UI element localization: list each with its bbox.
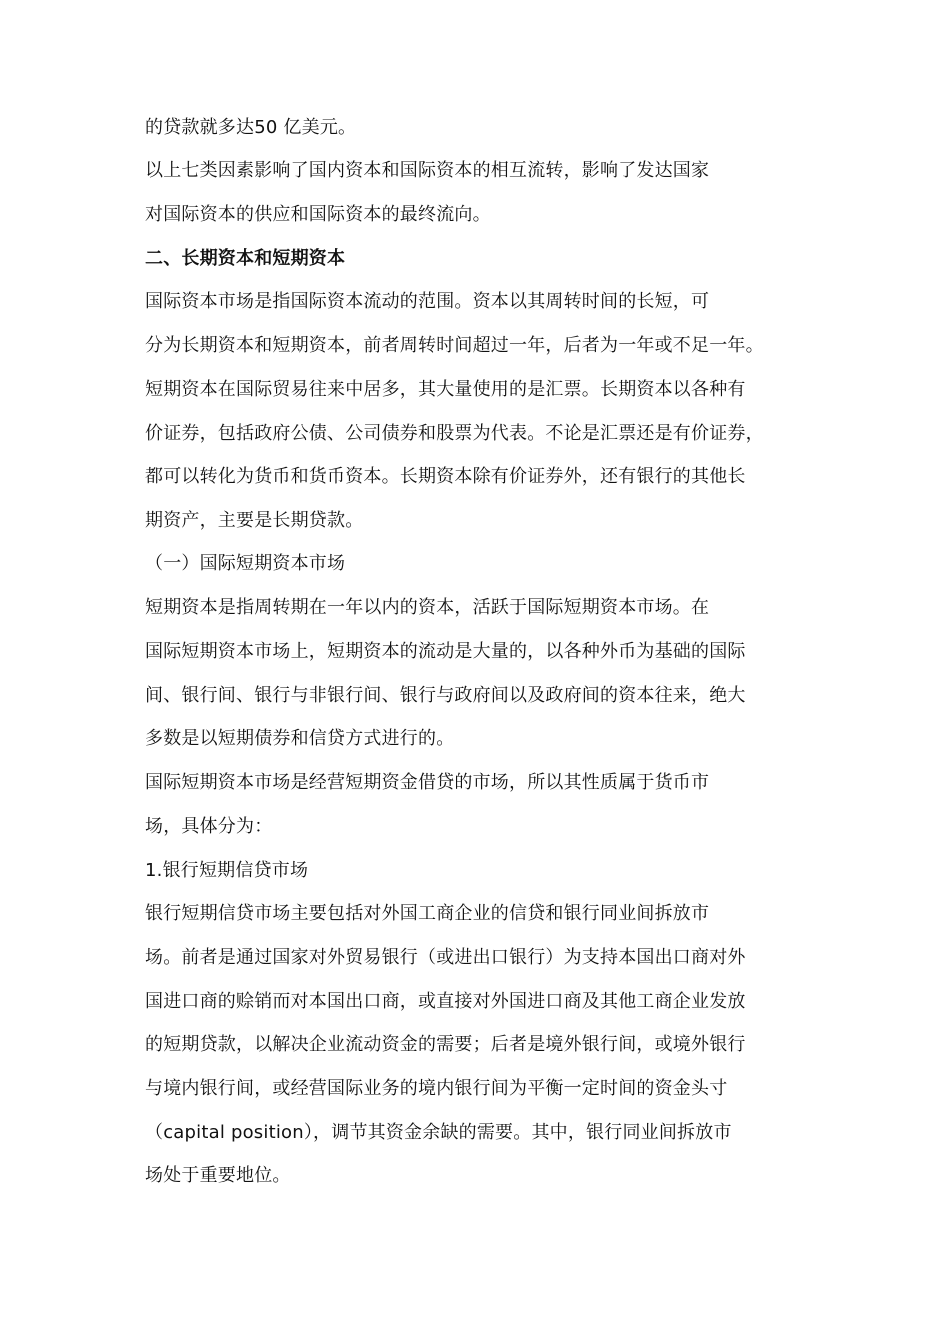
- paragraph-line: 国际资本市场是指国际资本流动的范围。资本以其周转时间的长短，可: [145, 291, 710, 312]
- paragraph-line: 国进口商的赊销而对本国出口商，或直接对外国进口商及其他工商企业发放: [145, 991, 746, 1012]
- item-heading: 1.银行短期信贷市场: [145, 860, 309, 881]
- paragraph-line: （capital position），调节其资金余缺的需要。其中，银行同业间拆放市: [145, 1122, 732, 1143]
- paragraph-line: 短期资本在国际贸易往来中居多，其大量使用的是汇票。长期资本以各种有: [145, 379, 746, 400]
- paragraph-line: 场处于重要地位。: [145, 1165, 291, 1186]
- paragraph-line: 都可以转化为货币和货币资本。长期资本除有价证券外，还有银行的其他长: [145, 466, 746, 487]
- paragraph-line: 国际短期资本市场上，短期资本的流动是大量的，以各种外币为基础的国际: [145, 641, 746, 662]
- paragraph-line: 银行短期信贷市场主要包括对外国工商企业的信贷和银行同业间拆放市: [145, 903, 710, 924]
- section-heading: 二、长期资本和短期资本: [145, 248, 346, 269]
- paragraph-line: 场。前者是通过国家对外贸易银行（或进出口银行）为支持本国出口商对外: [145, 947, 746, 968]
- paragraph-line: 期资产，主要是长期贷款。: [145, 510, 364, 531]
- paragraph-line: 场，具体分为：: [145, 816, 273, 837]
- paragraph-line: 价证券，包括政府公债、公司债券和股票为代表。不论是汇票还是有价证券，: [145, 423, 764, 444]
- paragraph-line: 的贷款就多达50 亿美元。: [145, 117, 357, 138]
- paragraph-line: 国际短期资本市场是经营短期资金借贷的市场，所以其性质属于货币市: [145, 772, 710, 793]
- paragraph-line: 分为长期资本和短期资本，前者周转时间超过一年，后者为一年或不足一年。: [145, 335, 764, 356]
- paragraph-line: 与境内银行间，或经营国际业务的境内银行间为平衡一定时间的资金头寸: [145, 1078, 728, 1099]
- paragraph-line: 的短期贷款，以解决企业流动资金的需要；后者是境外银行间，或境外银行: [145, 1034, 746, 1055]
- paragraph-line: 间、银行间、银行与非银行间、银行与政府间以及政府间的资本往来，绝大: [145, 685, 746, 706]
- paragraph-line: 多数是以短期债券和信贷方式进行的。: [145, 728, 455, 749]
- paragraph-line: 以上七类因素影响了国内资本和国际资本的相互流转，影响了发达国家: [145, 160, 710, 181]
- subsection-heading: （一）国际短期资本市场: [145, 553, 346, 574]
- paragraph-line: 短期资本是指周转期在一年以内的资本，活跃于国际短期资本市场。在: [145, 597, 710, 618]
- paragraph-line: 对国际资本的供应和国际资本的最终流向。: [145, 204, 491, 225]
